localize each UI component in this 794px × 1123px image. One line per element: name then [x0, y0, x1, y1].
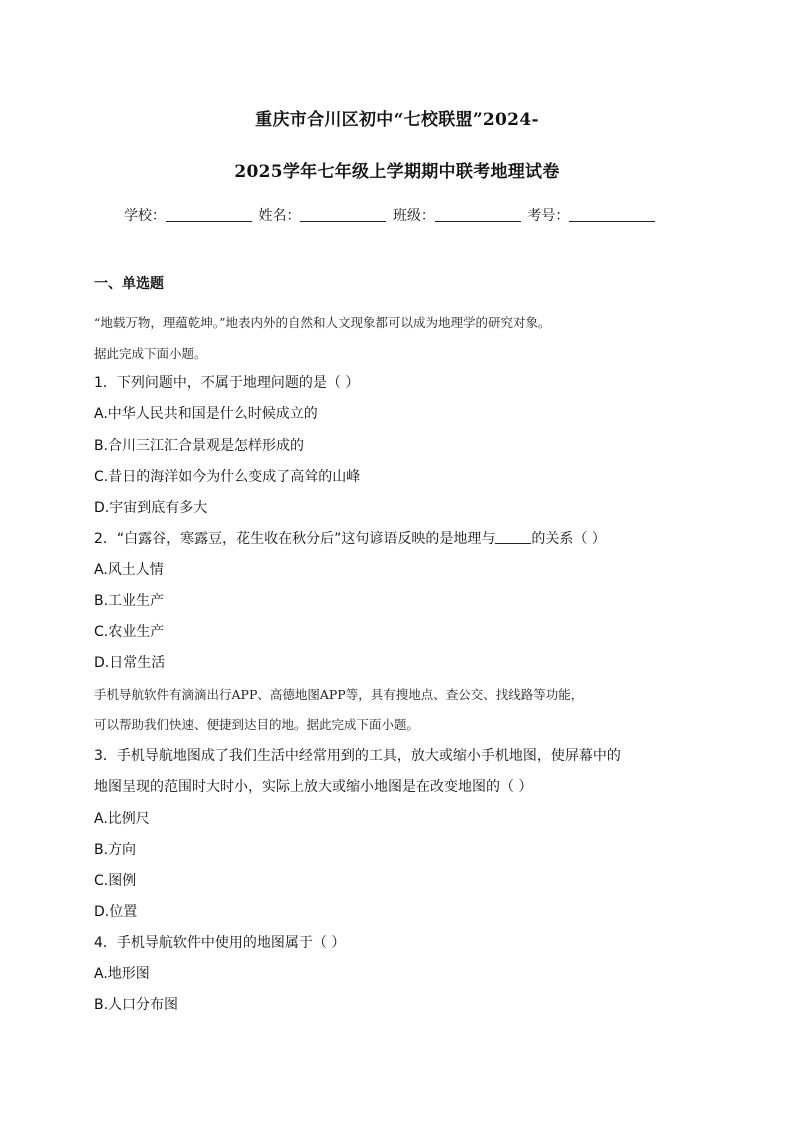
question-2-stem-after: 的关系（ ）: [531, 531, 606, 547]
question-2-stem-before: 2．“白露谷，寒露豆，花生收在秋分后”这句谚语反映的是地理与: [94, 531, 496, 547]
section-heading: 一、单选题: [94, 276, 164, 292]
context-passage-1-line2: 据此完成下面小题。: [94, 346, 207, 361]
question-3-option-c: C.图例: [94, 873, 137, 889]
question-2-blank: [495, 531, 531, 544]
question-2-option-d: D.日常生活: [94, 655, 166, 671]
question-4-option-a: A.地形图: [94, 966, 150, 982]
question-3-option-d: D.位置: [94, 904, 138, 920]
question-1-option-b: B.合川三江汇合景观是怎样形成的: [94, 438, 305, 454]
class-blank: [435, 207, 521, 222]
question-1-option-d: D.宇宙到底有多大: [94, 500, 208, 516]
question-3-stem-line1: 3．手机导航地图成了我们生活中经常用到的工具，放大或缩小手机地图，使屏幕中的: [94, 748, 621, 764]
question-3-stem-line2: 地图呈现的范围时大时小，实际上放大或缩小地图是在改变地图的（ ）: [94, 779, 533, 795]
name-blank: [300, 207, 386, 222]
question-2-option-c: C.农业生产: [94, 624, 165, 640]
school-blank: [166, 207, 252, 222]
question-3-option-b: B.方向: [94, 842, 137, 858]
question-1-option-c: C.昔日的海洋如今为什么变成了高耸的山峰: [94, 469, 361, 485]
context-passage-2-line1: 手机导航软件有滴滴出行APP、高德地图APP等，具有搜地点、查公交、找线路等功能，: [94, 687, 584, 702]
question-2-option-a: A.风土人情: [94, 562, 164, 578]
school-label: 学校：: [124, 208, 166, 224]
class-label: 班级：: [392, 208, 435, 224]
question-4-stem: 4．手机导航软件中使用的地图属于（ ）: [94, 935, 346, 951]
context-passage-1-line1: “地载万物，理蕴乾坤。”地表内外的自然和人文现象都可以成为地理学的研究对象。: [94, 315, 551, 330]
name-label: 姓名：: [258, 208, 301, 224]
question-1-stem: 1．下列问题中，不属于地理问题的是（ ）: [94, 375, 360, 391]
question-2-stem: [94, 528, 606, 548]
exam-title-line1: 重庆市合川区初中“七校联盟”2024-: [255, 110, 539, 130]
question-4-option-b: B.人口分布图: [94, 997, 179, 1013]
context-passage-2-line2: 可以帮助我们快速、便捷到达目的地。据此完成下面小题。: [94, 717, 420, 732]
question-1-option-a: A.中华人民共和国是什么时候成立的: [94, 406, 318, 422]
exam-title-line2: 2025学年七年级上学期期中联考地理试卷: [234, 162, 560, 182]
question-2-option-b: B.工业生产: [94, 593, 165, 609]
student-info-row: [124, 205, 657, 225]
question-3-option-a: A.比例尺: [94, 811, 150, 827]
exam-number-label: 考号：: [527, 208, 570, 224]
exam-number-blank: [569, 207, 655, 222]
